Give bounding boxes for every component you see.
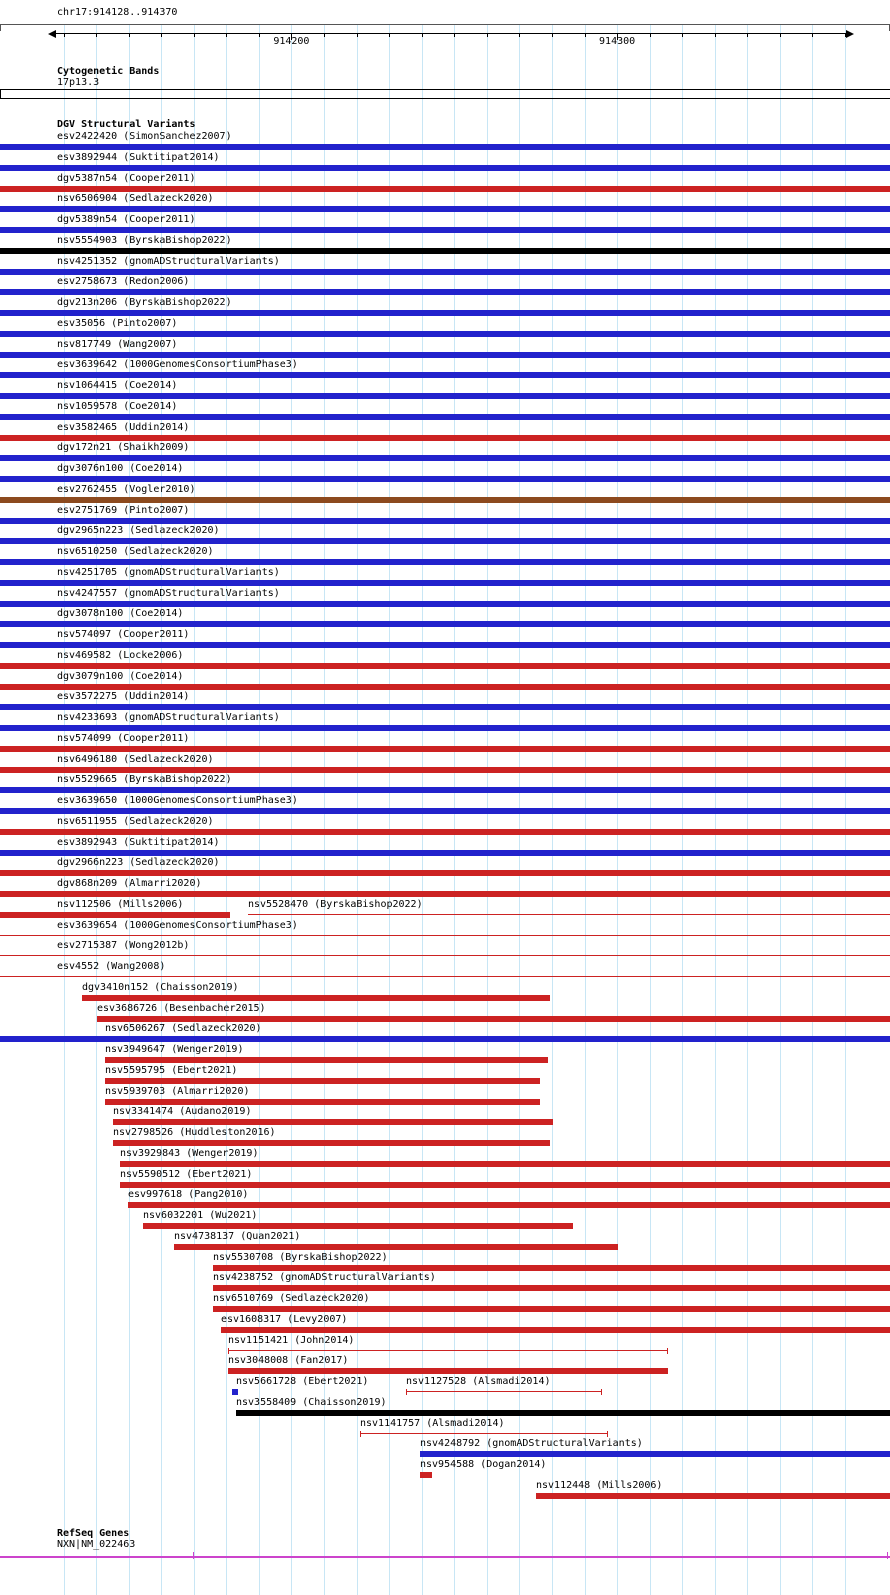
variant-label: nsv3558409 (Chaisson2019) [236,1396,387,1408]
variant-label: esv2762455 (Vogler2010) [57,483,196,495]
cytoband-label: 17p13.3 [57,77,100,88]
variant-label: nsv817749 (Wang2007) [57,338,178,350]
variant-bar[interactable] [0,227,890,233]
variant-label: nsv954588 (Dogan2014) [420,1459,547,1470]
variant-bar[interactable] [113,1119,553,1125]
variant-bar[interactable] [0,289,890,295]
variant-line[interactable] [248,914,890,915]
variant-label: nsv5554903 (ByrskaBishop2022) [57,234,232,246]
variant-row [0,982,890,1003]
variant-row [0,691,890,712]
variant-bar[interactable] [213,1285,890,1291]
variant-label: esv3639654 (1000GenomesConsortiumPhase3) [57,919,298,931]
variant-row [0,1106,890,1127]
refseq-gene-name: NXN|NM_022463 [57,1539,136,1550]
variant-bar[interactable] [236,1410,890,1416]
variant-label: nsv6496180 (Sedlazeck2020) [57,753,214,765]
variant-bar[interactable] [120,1182,890,1188]
variant-label: nsv4251352 (gnomADStructuralVariants) [57,255,280,267]
variant-bar[interactable] [0,870,890,876]
variant-label: dgv2966n223 (Sedlazeck2020) [57,857,220,869]
variant-row [0,567,890,588]
variant-label: nsv1064415 (Coe2014) [57,380,178,391]
variant-row [0,940,890,961]
variant-row [0,422,890,443]
variant-row [0,961,890,982]
variant-label: esv3572275 (Uddin2014) [57,691,190,703]
variant-row [0,1438,890,1459]
variant-row [0,1355,890,1376]
variant-line-cap [406,1389,407,1395]
variant-label: esv3892944 (Suktitipat2014) [57,151,220,163]
variant-row [0,173,890,194]
variant-label: dgv3078n100 (Coe2014) [57,608,184,620]
variant-bar[interactable] [0,538,890,544]
variant-line-cap [667,1348,668,1354]
variant-row [0,193,890,214]
variant-label: esv2422420 (SimonSanchez2007) [57,131,232,142]
variant-label: nsv5528470 (ByrskaBishop2022) [248,898,423,910]
variant-bar[interactable] [0,206,890,212]
variant-label: dgv172n21 (Shaikh2009) [57,442,190,454]
variant-label: dgv2965n223 (Sedlazeck2020) [57,525,220,537]
variant-label: nsv5661728 (Ebert2021) [236,1376,369,1387]
variant-bar[interactable] [128,1202,890,1208]
variant-row [0,1086,890,1107]
variant-row [0,318,890,339]
variant-line[interactable] [228,1350,668,1351]
variant-bar[interactable] [0,746,890,752]
variant-bar[interactable] [143,1223,573,1229]
variant-label: nsv1127528 (Alsmadi2014) [406,1376,551,1387]
variant-line[interactable] [406,1391,602,1392]
variant-row [0,442,890,463]
variant-label: dgv868n209 (Almarri2020) [57,878,202,889]
variant-label: nsv4247557 (gnomADStructuralVariants) [57,587,280,599]
variant-row [0,1335,890,1356]
variant-line-cap [607,1431,608,1437]
variant-bar[interactable] [0,787,890,793]
variant-label: esv1608317 (Levy2007) [221,1313,348,1325]
variant-label: esv3639642 (1000GenomesConsortiumPhase3) [57,359,298,371]
variant-label: nsv4738137 (Quan2021) [174,1230,301,1242]
variant-row [0,1418,890,1439]
variant-row [0,629,890,650]
variant-row [0,1169,890,1190]
variant-bar[interactable] [0,663,890,669]
variant-label: nsv1141757 (Alsmadi2014) [360,1417,505,1429]
variant-label: nsv4251705 (gnomADStructuralVariants) [57,566,280,578]
variant-row [0,256,890,277]
dgv-variants-title: DGV Structural Variants [57,119,196,130]
variant-bar[interactable] [536,1493,890,1499]
variant-row [0,525,890,546]
variant-row [0,1148,890,1169]
variant-label: nsv6511955 (Sedlazeck2020) [57,815,214,827]
variant-label: dgv5389n54 (Cooper2011) [57,214,196,225]
variant-row [0,152,890,173]
variant-label: esv3686726 (Besenbacher2015) [97,1002,266,1014]
variant-bar[interactable] [232,1389,238,1395]
variant-bar[interactable] [0,248,890,254]
variant-row [0,380,890,401]
variant-row [0,1210,890,1231]
variant-bar[interactable] [0,352,890,358]
variant-bar[interactable] [0,808,890,814]
variant-label: esv3892943 (Suktitipat2014) [57,836,220,848]
variant-label: nsv112506 (Mills2006) [57,898,184,910]
variant-bar[interactable] [0,1036,890,1042]
variant-bar[interactable] [97,1016,890,1022]
variant-label: nsv469582 (Locke2006) [57,649,184,661]
variant-label: nsv6510250 (Sedlazeck2020) [57,546,214,557]
variant-row [0,1376,890,1397]
variant-bar[interactable] [0,393,890,399]
variant-label: dgv5387n54 (Cooper2011) [57,172,196,184]
variant-row [0,588,890,609]
variant-label: dgv3079n100 (Coe2014) [57,670,184,682]
variant-row [0,1272,890,1293]
cytogenetic-bands-title: Cytogenetic Bands [57,66,160,77]
variant-bar[interactable] [82,995,550,1001]
variant-row [0,505,890,526]
variant-label: nsv3949647 (Wenger2019) [105,1044,244,1055]
variant-row [0,1127,890,1148]
variant-row [0,1003,890,1024]
variant-label: nsv4233693 (gnomADStructuralVariants) [57,712,280,723]
variant-row [0,608,890,629]
variant-row [0,1314,890,1335]
variant-line[interactable] [0,955,890,956]
refseq-genes-title: RefSeq Genes [57,1528,130,1539]
variant-label: esv2758673 (Redon2006) [57,276,190,288]
variant-row [0,1252,890,1273]
variant-bar[interactable] [0,684,890,690]
variant-line-cap [228,1348,229,1354]
variant-row [0,857,890,878]
variant-label: nsv6510769 (Sedlazeck2020) [213,1293,370,1304]
variant-bar[interactable] [0,165,890,171]
variant-bar[interactable] [0,621,890,627]
variant-row [0,712,890,733]
variant-bar[interactable] [0,414,890,420]
variant-bar[interactable] [213,1306,890,1312]
variant-bar[interactable] [0,580,890,586]
variant-label: nsv4238752 (gnomADStructuralVariants) [213,1272,436,1284]
variant-row [0,276,890,297]
variant-bar[interactable] [420,1472,432,1478]
variant-label: nsv6506904 (Sedlazeck2020) [57,193,214,205]
variant-row [0,401,890,422]
variant-label: esv997618 (Pang2010) [128,1189,249,1201]
variant-row [0,899,890,920]
variant-bar[interactable] [0,725,890,731]
variant-row [0,1231,890,1252]
variant-bar[interactable] [0,912,230,918]
variant-bar[interactable] [0,310,890,316]
variant-label: nsv112448 (Mills2006) [536,1479,663,1491]
variant-row [0,1065,890,1086]
variant-bar[interactable] [0,518,890,524]
variant-bar[interactable] [0,891,890,897]
variant-row [0,484,890,505]
variant-label: esv2751769 (Pinto2007) [57,504,190,516]
variant-bar[interactable] [105,1057,548,1063]
variant-bar[interactable] [213,1265,890,1271]
variant-label: esv3639650 (1000GenomesConsortiumPhase3) [57,795,298,806]
variant-bar[interactable] [0,642,890,648]
variant-row [0,546,890,567]
variant-row [0,214,890,235]
variant-bar[interactable] [105,1099,540,1105]
variant-row [0,733,890,754]
variant-bar[interactable] [0,850,890,856]
variant-label: dgv3410n152 (Chaisson2019) [82,981,239,993]
region-coordinates: chr17:914128..914370 [57,7,178,18]
variant-bar[interactable] [105,1078,540,1084]
variant-label: nsv5529665 (ByrskaBishop2022) [57,774,232,786]
variant-label: nsv6032201 (Wu2021) [143,1210,258,1221]
variant-bar[interactable] [0,497,890,503]
variant-bar[interactable] [0,269,890,275]
variant-label: dgv213n206 (ByrskaBishop2022) [57,297,232,308]
variant-line[interactable] [0,976,890,977]
variant-line[interactable] [360,1433,608,1434]
variant-label: esv35056 (Pinto2007) [57,317,178,329]
variant-label: nsv574097 (Cooper2011) [57,629,190,640]
variant-bar[interactable] [0,372,890,378]
variant-row [0,1044,890,1065]
variant-label: nsv1151421 (John2014) [228,1334,355,1346]
variant-label: nsv5595795 (Ebert2021) [105,1064,238,1076]
variant-bar[interactable] [120,1161,890,1167]
variant-label: nsv1059578 (Coe2014) [57,400,178,412]
variant-bar[interactable] [228,1368,668,1374]
variant-row [0,339,890,360]
variant-bar[interactable] [174,1244,618,1250]
variant-row [0,816,890,837]
variant-line-cap [601,1389,602,1395]
variant-label: esv2715387 (Wong2012b) [57,940,190,952]
variant-row [0,1293,890,1314]
variant-label: nsv5939703 (Almarri2020) [105,1085,250,1097]
variant-label: nsv5530708 (ByrskaBishop2022) [213,1251,388,1263]
variant-row [0,1459,890,1480]
variant-row [0,1480,890,1501]
variant-label: nsv6506267 (Sedlazeck2020) [105,1023,262,1035]
variant-bar[interactable] [0,767,890,773]
variant-bar[interactable] [0,455,890,461]
variant-row [0,837,890,858]
variant-bar[interactable] [113,1140,550,1146]
variant-row [0,359,890,380]
variant-row [0,1023,890,1044]
variant-row [0,463,890,484]
variant-row [0,650,890,671]
variant-bar[interactable] [221,1327,890,1333]
variant-label: esv3582465 (Uddin2014) [57,421,190,433]
variant-bar[interactable] [0,559,890,565]
variant-row [0,235,890,256]
variant-row [0,920,890,941]
variant-row [0,131,890,152]
ruler-tick-label: 914200 [273,36,310,47]
variant-bar[interactable] [0,331,890,337]
variant-label: nsv5590512 (Ebert2021) [120,1168,253,1180]
variant-label: nsv2798526 (Huddleston2016) [113,1127,276,1138]
variant-bar[interactable] [0,476,890,482]
variant-row [0,774,890,795]
variant-row [0,1397,890,1418]
variant-bar[interactable] [0,704,890,710]
variant-row [0,754,890,775]
variant-bar[interactable] [0,829,890,835]
variant-label: nsv4248792 (gnomADStructuralVariants) [420,1438,643,1450]
variant-bar[interactable] [0,144,890,150]
variant-line[interactable] [0,935,890,936]
variant-row [0,878,890,899]
variant-label: nsv3341474 (Audano2019) [113,1106,252,1118]
variant-row [0,1189,890,1210]
variant-bar[interactable] [0,601,890,607]
variant-label: esv4552 (Wang2008) [57,961,166,972]
variant-label: nsv574099 (Cooper2011) [57,732,190,744]
variant-line-cap [360,1431,361,1437]
variant-bar[interactable] [0,186,890,192]
variant-bar[interactable] [0,435,890,441]
variant-label: nsv3929843 (Wenger2019) [120,1147,259,1159]
variant-row [0,671,890,692]
ruler-tick-label: 914300 [599,36,636,47]
variant-bar[interactable] [420,1451,890,1457]
variant-label: nsv3048008 (Fan2017) [228,1355,349,1367]
variant-row [0,795,890,816]
variant-row [0,297,890,318]
variant-label: dgv3076n100 (Coe2014) [57,463,184,474]
